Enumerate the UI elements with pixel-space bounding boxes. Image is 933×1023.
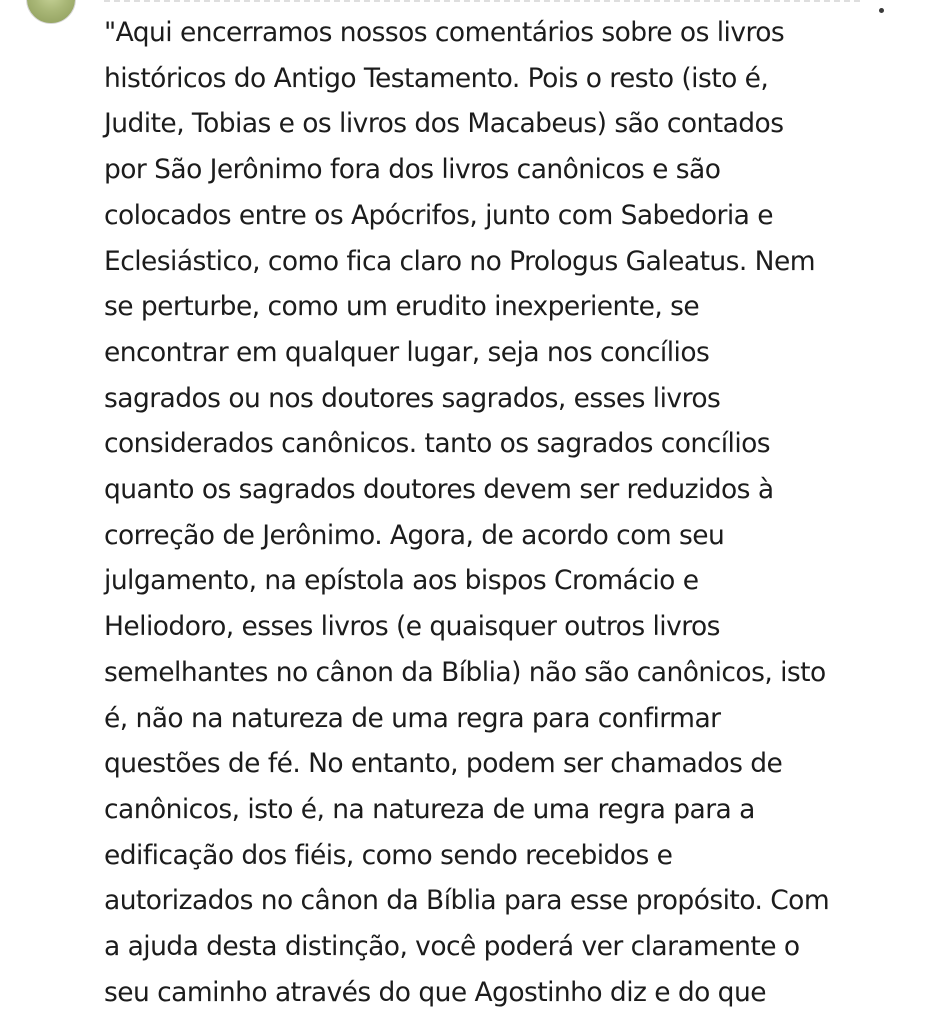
comment-line: edificação dos fiéis, como sendo recebidos e [104, 839, 673, 871]
comment-line: julgamento, na epístola aos bispos Cromácio e [104, 565, 699, 597]
comment-line: Judite, Tobias e os livros dos Macabeus) são contados [104, 108, 784, 140]
comment-text [104, 10, 904, 1015]
comment-line: Heliodoro, esses livros (e quaisquer outros livros [104, 611, 720, 643]
comment-line: Eclesiástico, como fica claro no Prologus Galeatus. Nem [104, 245, 815, 277]
comment-line: por São Jerônimo fora dos livros canônicos e são [104, 154, 721, 186]
comment-line: seu caminho através do que Agostinho diz e do que [104, 976, 766, 1008]
clipped-header-line [104, 0, 864, 2]
comment-line: autorizados no cânon da Bíblia para esse propósito. Com [104, 885, 830, 917]
comment-line: questões de fé. No entanto, podem ser chamados de [104, 748, 783, 780]
comment-line: canônicos, isto é, na natureza de uma regra para a [104, 793, 755, 825]
comment-line: "Aqui encerramos nossos comentários sobre os livros [104, 17, 785, 48]
comment-line: correção de Jerônimo. Agora, de acordo com seu [104, 519, 725, 551]
comment-line: semelhantes no cânon da Bíblia) não são canônicos, isto [104, 656, 826, 688]
comment-line: quanto os sagrados doutores devem ser reduzidos à [104, 474, 774, 506]
comment-line: considerados canônicos. tanto os sagrados concílios [104, 428, 771, 460]
comment-line: colocados entre os Apócrifos, junto com Sabedoria e [104, 199, 773, 231]
comment-line: a ajuda desta distinção, você poderá ver claramente o [104, 931, 800, 963]
comment-line: é, não na natureza de uma regra para confirmar [104, 702, 721, 734]
comment-line: sagrados ou nos doutores sagrados, esses livros [104, 382, 721, 414]
comment-line: encontrar em qualquer lugar, seja nos concílios [104, 336, 710, 368]
comment-line: se perturbe, como um erudito inexperiente, se [104, 291, 700, 323]
comment-line: históricos do Antigo Testamento. Pois o resto (isto é, [104, 62, 769, 94]
user-avatar-icon[interactable] [26, 0, 76, 24]
